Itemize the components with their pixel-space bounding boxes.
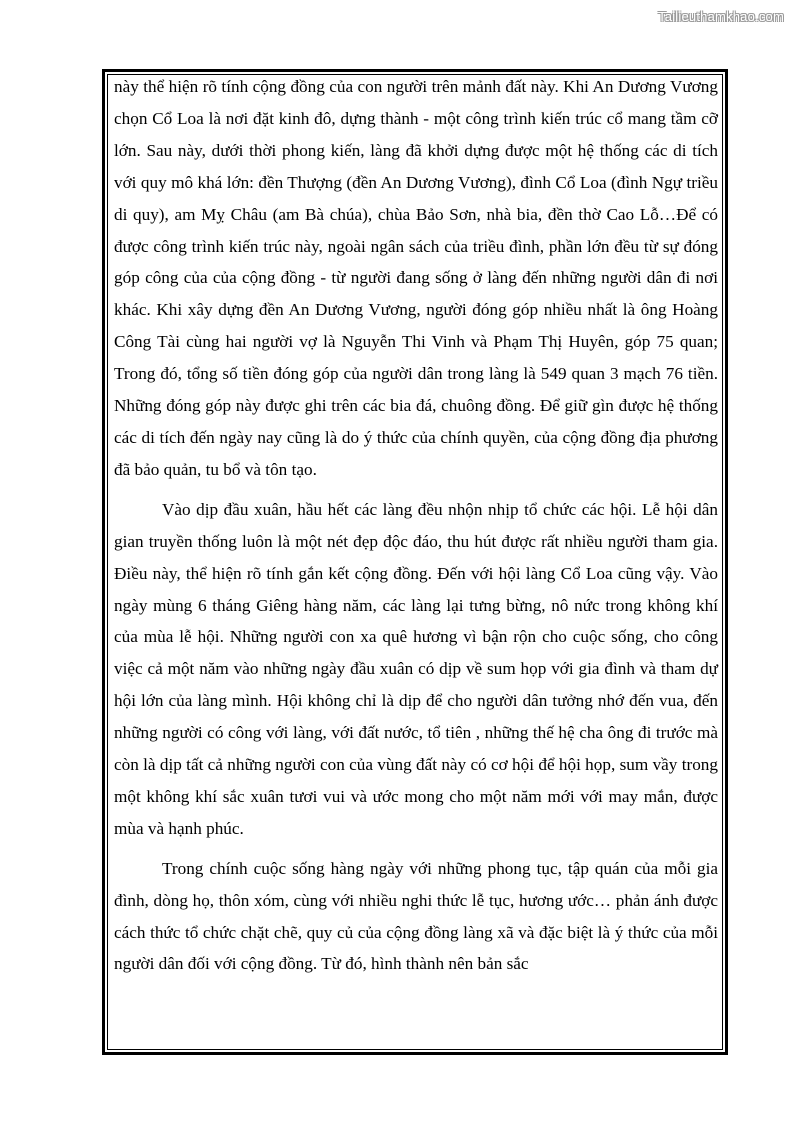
document-body [114,71,718,980]
paragraph-1: này thể hiện rõ tính cộng đồng của con người trên mảnh đất này. Khi An Dương Vương chọn Cổ Loa là nơi đặt kinh đô, dựng thành - một công trình kiến trúc cổ mang tầm cỡ lớn. Sau này, dưới thời phong kiến, làng đã khởi dựng được một hệ thống các di tích với quy mô khá lớn: đền Thượng (đền An Dương Vương), đình Cổ Loa (đình Ngự triều di quy), am Mỵ Châu (am Bà chúa), chùa Bảo Sơn, nhà bia, đền thờ Cao Lỗ…Để có được công trình kiến trúc này, ngoài ngân sách của triều đình, phần lớn đều từ sự đóng góp công của của cộng đồng - từ người đang sống ở làng đến những người dân đi nơi khác. Khi xây dựng đền An Dương Vương, người đóng góp nhiều nhất là ông Hoàng Công Tài cùng hai người vợ là Nguyễn Thi Vinh và Phạm Thị Huyên, góp 75 quan; Trong đó, tổng số tiền đóng góp của người dân trong làng là 549 quan 3 mạch 76 tiền. Những đóng góp này được ghi trên các bia đá, chuông đồng. Để giữ gìn được hệ thống các di tích đến ngày nay cũng là do ý thức của chính quyền, của cộng đồng địa phương đã bảo quản, tu bổ và tôn tạo. [114,77,718,479]
watermark-text: Tailieuthamkhao.com [658,9,784,24]
paragraph-2: Vào dịp đầu xuân, hầu hết các làng đều nhộn nhịp tổ chức các hội. Lễ hội dân gian truyền thống luôn là một nét đẹp độc đáo, thu hút được rất nhiều người tham gia. Điều này, thể hiện rõ tính gắn kết cộng đồng. Đến với hội làng Cổ Loa cũng vậy. Vào ngày mùng 6 tháng Giêng hàng năm, các làng lại tưng bừng, nô nức trong không khí của mùa lễ hội. Những người con xa quê hương vì bận rộn cho cuộc sống, cho công việc cả một năm vào những ngày đầu xuân có dịp về sum họp với gia đình và tham dự hội lớn của làng mình. Hội không chỉ là dịp để cho người dân tưởng nhớ đến vua, đến những người có công với làng, với đất nước, tổ tiên , những thế hệ cha ông đi trước mà còn là dịp tất cả những người con của vùng đất này có cơ hội để hội họp, sum vầy trong một không khí sắc xuân tươi vui và ước mong cho một năm mới với may mắn, được mùa và hạnh phúc. [114,499,718,838]
paragraph-3: Trong chính cuộc sống hàng ngày với những phong tục, tập quán của mỗi gia đình, dòng họ, thôn xóm, cùng với nhiều nghi thức lễ tục, hương ước… phản ánh được cách thức tổ chức chặt chẽ, quy củ của cộng đồng làng xã và đặc biệt là ý thức của mỗi người dân đối với cộng đồng. Từ đó, hình thành nên bản sắc [114,858,718,974]
